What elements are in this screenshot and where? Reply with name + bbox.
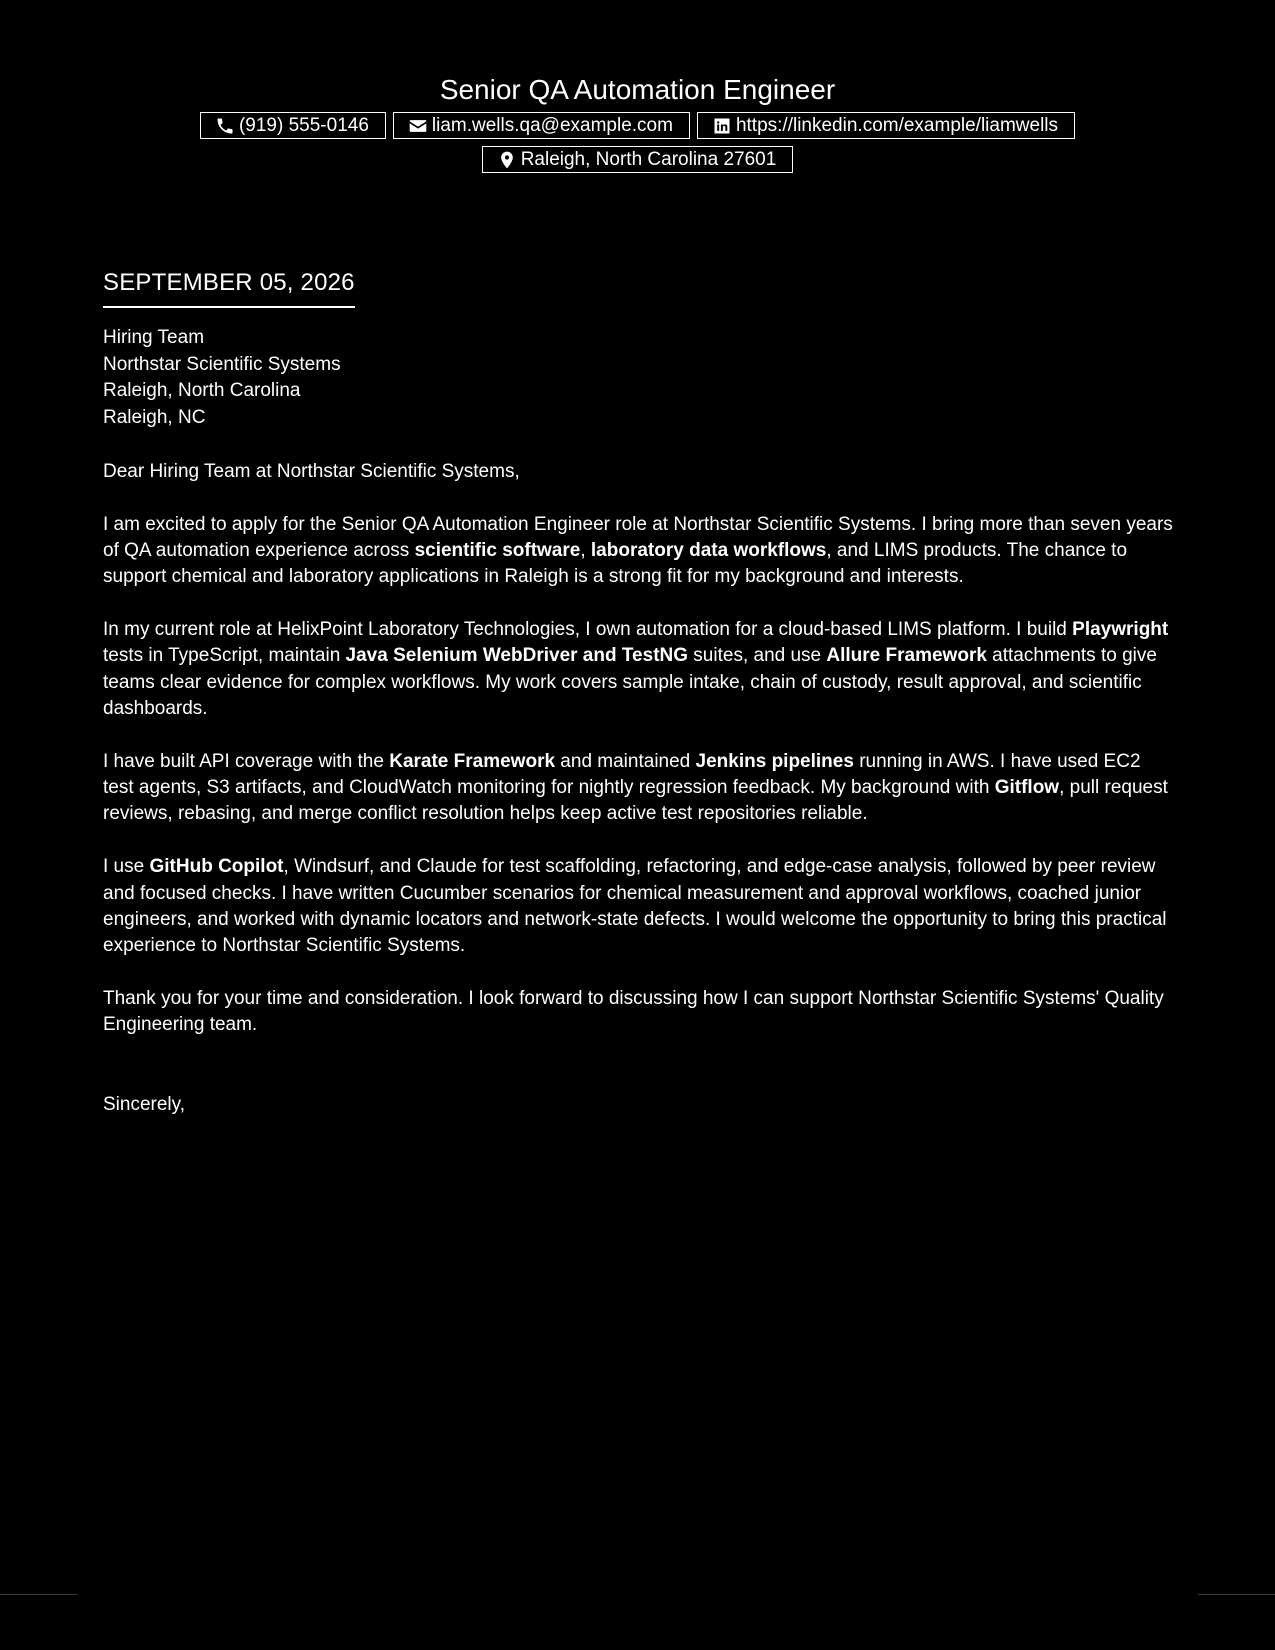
paragraph-text: and maintained	[555, 750, 696, 772]
paragraph-text: , pull request reviews, rebasing, and merge conflict resolution helps keep active test repositories reliable.	[103, 777, 1168, 825]
linkedin-icon	[712, 116, 732, 136]
linkedin-chip[interactable]	[697, 112, 1075, 139]
paragraph-text: running in AWS. I have used EC2 test agents, S3 artifacts, and CloudWatch monitoring for nightly regression feedback. My background with	[103, 750, 1141, 799]
highlight-text: Playwright	[1072, 619, 1169, 641]
highlight-text: GitHub Copilot	[149, 856, 284, 878]
location-chip[interactable]	[482, 146, 794, 173]
phone-chip[interactable]	[200, 112, 386, 139]
letter-header	[0, 70, 1275, 173]
highlight-text: Jenkins pipelines	[695, 750, 854, 772]
email-text: liam.wells.qa@example.com	[431, 115, 673, 136]
recipient-line: Raleigh, North Carolina	[103, 380, 301, 401]
recipient-line: Raleigh, NC	[103, 406, 206, 428]
salutation: Dear Hiring Team at Northstar Scientific Systems,	[103, 461, 520, 482]
envelope-icon	[408, 116, 428, 136]
recipient-address	[103, 325, 341, 431]
contact-list	[188, 112, 1088, 173]
paragraph-text: I have built API coverage with the	[103, 750, 390, 772]
paragraph-text: Thank you for your time and consideration. I look forward to discussing how I can support Northstar Scientific Systems' Quality Engineering team.	[103, 987, 1164, 1036]
highlight-text: laboratory data workflows	[590, 540, 827, 562]
highlight-text: Java Selenium WebDriver and TestNG	[345, 645, 689, 667]
paragraph-1	[103, 512, 1173, 591]
letter-date: SEPTEMBER 05, 2026	[103, 266, 355, 308]
paragraph-text: tests in TypeScript, maintain	[103, 645, 346, 667]
paragraph-text: , Windsurf, and Claude for test scaffolding, refactoring, and edge-case analysis, followed by peer review and focused checks. I have written Cucumber scenarios for chemical measurement and approval workflows, coached junior engineers, and worked with dynamic locators and network-state defects. I would welcome the opportunity to bring this practical experience to Northstar Scientific Systems.	[103, 856, 1167, 957]
paragraph-text: In my current role at HelixPoint Laboratory Technologies, I own automation for a cloud-based LIMS platform. I build	[103, 619, 1073, 641]
job-title: Senior QA Automation Engineer	[439, 74, 836, 105]
paragraph-4	[103, 854, 1173, 959]
paragraph-5	[103, 986, 1173, 1039]
linkedin-text: https://linkedin.com/example/liamwells	[735, 115, 1059, 136]
paragraph-text: attachments to give teams clear evidence for complex workflows. My work covers sample intake, chain of custody, result approval, and scientific dashboards.	[103, 645, 1157, 720]
paragraph-text: ,	[580, 540, 591, 562]
email-chip[interactable]	[393, 112, 690, 139]
phone-text: (919) 555-0146	[238, 115, 369, 136]
paragraph-text: suites, and use	[688, 645, 827, 667]
recipient-line: Hiring Team	[103, 327, 205, 348]
closing: Sincerely,	[103, 1094, 186, 1115]
footer-divider-right	[1198, 1594, 1275, 1595]
footer-divider-left	[0, 1594, 77, 1595]
highlight-text: Gitflow	[994, 777, 1060, 799]
location-text: Raleigh, North Carolina 27601	[520, 149, 777, 170]
recipient-line: Northstar Scientific Systems	[103, 353, 341, 375]
highlight-text: Karate Framework	[389, 750, 556, 772]
map-marker-icon	[497, 150, 517, 170]
highlight-text: scientific software	[414, 540, 581, 562]
phone-icon	[215, 116, 235, 136]
paragraph-text: I am excited to apply for the Senior QA Automation Engineer role at Northstar Scientific Systems. I bring more than seven years of QA automation experience across	[103, 513, 1173, 562]
paragraph-text: , and LIMS products. The chance to support chemical and laboratory applications in Raleigh is a strong fit for my background and interests.	[103, 540, 1128, 588]
highlight-text: Allure Framework	[826, 645, 987, 667]
paragraph-2	[103, 617, 1173, 722]
letter-body	[103, 459, 1173, 1065]
date-block	[103, 266, 355, 308]
paragraph-text: I use	[103, 856, 150, 878]
paragraph-3	[103, 749, 1173, 828]
